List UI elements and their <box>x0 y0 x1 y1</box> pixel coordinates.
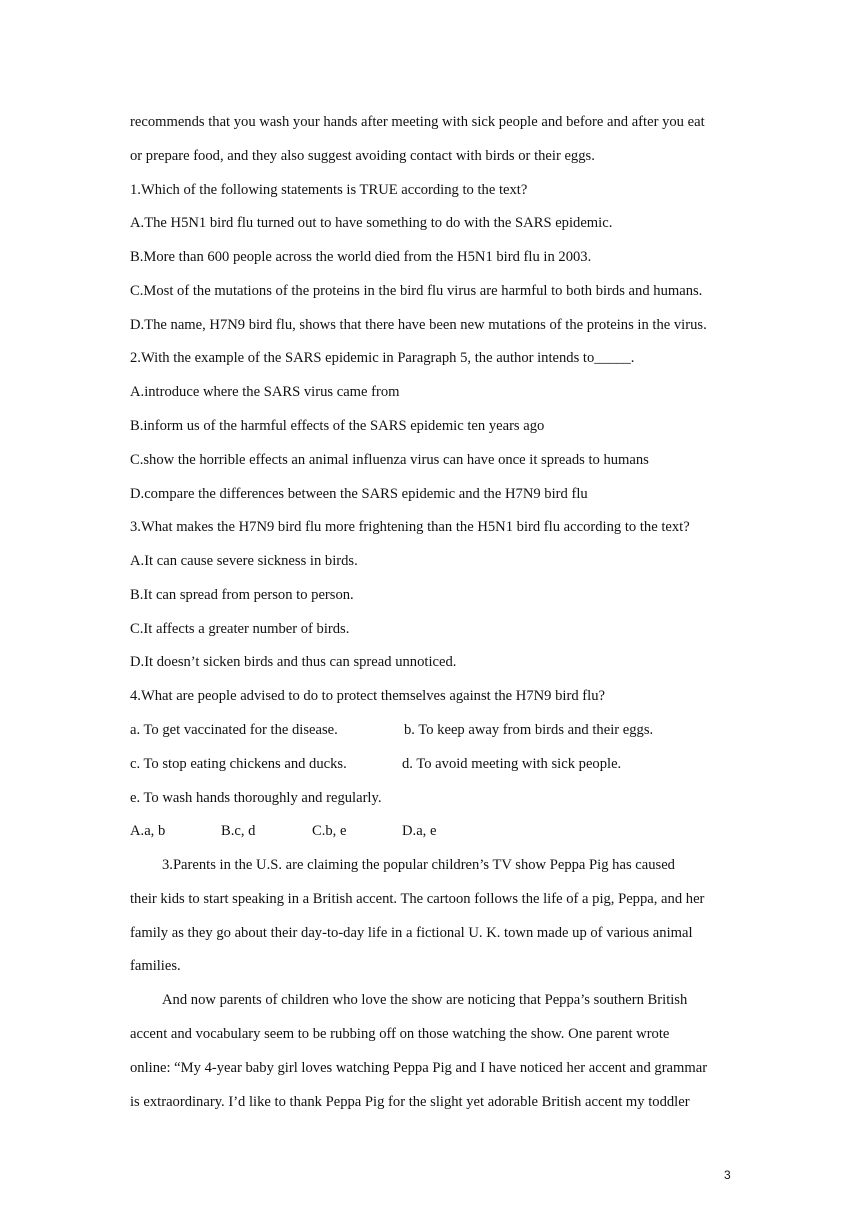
passage-line: is extraordinary. I’d like to thank Peppa Pig for the slight yet adorable British accent my toddler <box>130 1094 690 1110</box>
option-line: A.The H5N1 bird flu turned out to have something to do with the SARS epidemic. <box>130 215 613 231</box>
text-line: recommends that you wash your hands after meeting with sick people and before and after you eat <box>130 114 705 130</box>
question-3: 3.What makes the H7N9 bird flu more frightening than the H5N1 bird flu according to the text? <box>130 519 690 535</box>
page-number: 3 <box>724 1168 731 1182</box>
passage-line: And now parents of children who love the show are noticing that Peppa’s southern British <box>162 992 688 1008</box>
answer-option: C.b, e <box>312 823 347 839</box>
choice-e: e. To wash hands thoroughly and regularly. <box>130 790 382 806</box>
option-line: B.More than 600 people across the world died from the H5N1 bird flu in 2003. <box>130 249 592 265</box>
option-line: D.The name, H7N9 bird flu, shows that there have been new mutations of the proteins in the virus. <box>130 317 707 333</box>
answer-option: A.a, b <box>130 823 166 839</box>
question-1: 1.Which of the following statements is TRUE according to the text? <box>130 182 528 198</box>
choice-c: c. To stop eating chickens and ducks. <box>130 756 347 772</box>
option-line: C.Most of the mutations of the proteins in the bird flu virus are harmful to both birds and humans. <box>130 283 703 299</box>
option-line: C.It affects a greater number of birds. <box>130 621 350 637</box>
choice-pair-row <box>130 755 622 773</box>
choice-pair-row <box>130 721 654 739</box>
passage-line: accent and vocabulary seem to be rubbing off on those watching the show. One parent wrote <box>130 1026 670 1042</box>
choice-a: a. To get vaccinated for the disease. <box>130 722 338 738</box>
option-line: B.inform us of the harmful effects of the SARS epidemic ten years ago <box>130 418 545 434</box>
passage-line: families. <box>130 958 181 974</box>
passage-line: family as they go about their day-to-day life in a fictional U. K. town made up of various animal <box>130 925 693 941</box>
question-2: 2.With the example of the SARS epidemic in Paragraph 5, the author intends to_____. <box>130 350 635 366</box>
choice-d: d. To avoid meeting with sick people. <box>402 756 622 772</box>
question-4: 4.What are people advised to do to protect themselves against the H7N9 bird flu? <box>130 688 605 704</box>
passage-line: online: “My 4-year baby girl loves watching Peppa Pig and I have noticed her accent and grammar <box>130 1060 708 1076</box>
text-line: or prepare food, and they also suggest avoiding contact with birds or their eggs. <box>130 148 595 164</box>
passage-line: their kids to start speaking in a British accent. The cartoon follows the life of a pig, Peppa, and her <box>130 891 705 907</box>
option-line: A.introduce where the SARS virus came from <box>130 384 400 400</box>
answer-option: D.a, e <box>402 823 437 839</box>
option-line: D.It doesn’t sicken birds and thus can spread unnoticed. <box>130 654 457 670</box>
passage-line: 3.Parents in the U.S. are claiming the popular children’s TV show Peppa Pig has caused <box>162 857 675 873</box>
choice-b: b. To keep away from birds and their eggs. <box>404 722 654 738</box>
answer-option: B.c, d <box>221 823 256 839</box>
option-line: A.It can cause severe sickness in birds. <box>130 553 358 569</box>
option-line: C.show the horrible effects an animal influenza virus can have once it spreads to humans <box>130 452 649 468</box>
option-line: B.It can spread from person to person. <box>130 587 354 603</box>
option-line: D.compare the differences between the SARS epidemic and the H7N9 bird flu <box>130 486 588 502</box>
